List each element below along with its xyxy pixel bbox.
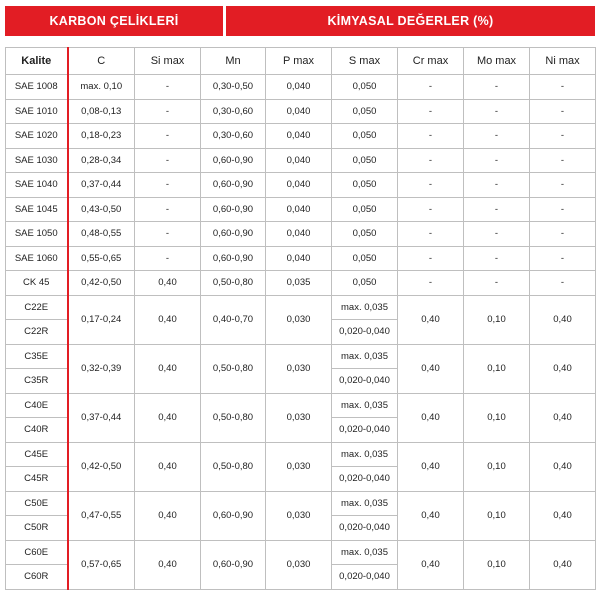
cell-cr-max: - xyxy=(398,173,464,198)
cell-ni-max: - xyxy=(530,246,596,271)
cell-grade: SAE 1008 xyxy=(6,75,68,100)
cell-ni-max: 0,40 xyxy=(530,442,596,491)
header-row xyxy=(6,48,596,75)
cell-ni-max: - xyxy=(530,222,596,247)
cell-grade: CK 45 xyxy=(6,271,68,296)
table-row xyxy=(6,75,596,100)
cell-s-max: max. 0,035 xyxy=(332,491,398,516)
cell-mn: 0,60-0,90 xyxy=(201,148,266,173)
col-header-p-max: P max xyxy=(266,48,332,75)
table-row xyxy=(6,148,596,173)
table-row xyxy=(6,540,596,565)
cell-s-max: 0,050 xyxy=(332,222,398,247)
cell-mn: 0,30-0,60 xyxy=(201,124,266,149)
cell-si-max: 0,40 xyxy=(135,295,201,344)
cell-mn: 0,60-0,90 xyxy=(201,173,266,198)
cell-ni-max: 0,40 xyxy=(530,491,596,540)
cell-s-max: 0,050 xyxy=(332,197,398,222)
cell-c: 0,57-0,65 xyxy=(68,540,135,589)
cell-grade: SAE 1050 xyxy=(6,222,68,247)
cell-cr-max: 0,40 xyxy=(398,491,464,540)
cell-c: 0,17-0,24 xyxy=(68,295,135,344)
banner-title-chemical-values: KİMYASAL DEĞERLER (%) xyxy=(226,6,595,36)
cell-grade: SAE 1030 xyxy=(6,148,68,173)
cell-grade: SAE 1010 xyxy=(6,99,68,124)
cell-cr-max: - xyxy=(398,75,464,100)
table-row xyxy=(6,491,596,516)
cell-mo-max: - xyxy=(464,271,530,296)
cell-ni-max: - xyxy=(530,197,596,222)
cell-s-max: 0,050 xyxy=(332,271,398,296)
cell-grade: C50E xyxy=(6,491,68,516)
cell-cr-max: 0,40 xyxy=(398,344,464,393)
cell-si-max: - xyxy=(135,75,201,100)
cell-c: max. 0,10 xyxy=(68,75,135,100)
cell-s-max: 0,020-0,040 xyxy=(332,467,398,492)
cell-mo-max: 0,10 xyxy=(464,491,530,540)
cell-cr-max: - xyxy=(398,99,464,124)
cell-cr-max: 0,40 xyxy=(398,442,464,491)
cell-mn: 0,60-0,90 xyxy=(201,246,266,271)
cell-p-max: 0,030 xyxy=(266,393,332,442)
cell-c: 0,42-0,50 xyxy=(68,442,135,491)
cell-p-max: 0,040 xyxy=(266,124,332,149)
cell-mn: 0,40-0,70 xyxy=(201,295,266,344)
cell-c: 0,18-0,23 xyxy=(68,124,135,149)
table-row xyxy=(6,246,596,271)
cell-p-max: 0,040 xyxy=(266,197,332,222)
cell-grade: C60R xyxy=(6,565,68,590)
col-header-c: C xyxy=(68,48,135,75)
cell-grade: C50R xyxy=(6,516,68,541)
cell-si-max: 0,40 xyxy=(135,491,201,540)
cell-grade: C40E xyxy=(6,393,68,418)
cell-grade: C22R xyxy=(6,320,68,345)
col-header-mn: Mn xyxy=(201,48,266,75)
cell-grade: SAE 1060 xyxy=(6,246,68,271)
cell-grade: SAE 1020 xyxy=(6,124,68,149)
cell-ni-max: - xyxy=(530,173,596,198)
cell-ni-max: 0,40 xyxy=(530,393,596,442)
cell-mn: 0,50-0,80 xyxy=(201,442,266,491)
cell-mn: 0,60-0,90 xyxy=(201,491,266,540)
col-header-mo-max: Mo max xyxy=(464,48,530,75)
cell-p-max: 0,040 xyxy=(266,246,332,271)
cell-si-max: - xyxy=(135,246,201,271)
cell-mn: 0,30-0,50 xyxy=(201,75,266,100)
table-row xyxy=(6,124,596,149)
col-header-cr-max: Cr max xyxy=(398,48,464,75)
cell-si-max: - xyxy=(135,222,201,247)
cell-ni-max: 0,40 xyxy=(530,344,596,393)
cell-grade: C35E xyxy=(6,344,68,369)
table-row xyxy=(6,295,596,320)
cell-grade: C45E xyxy=(6,442,68,467)
cell-cr-max: - xyxy=(398,246,464,271)
cell-s-max: max. 0,035 xyxy=(332,344,398,369)
table-row xyxy=(6,271,596,296)
cell-c: 0,08-0,13 xyxy=(68,99,135,124)
cell-s-max: 0,020-0,040 xyxy=(332,565,398,590)
cell-mn: 0,60-0,90 xyxy=(201,222,266,247)
table-row xyxy=(6,222,596,247)
cell-mo-max: 0,10 xyxy=(464,540,530,589)
cell-p-max: 0,035 xyxy=(266,271,332,296)
cell-s-max: 0,050 xyxy=(332,246,398,271)
cell-mo-max: - xyxy=(464,222,530,247)
cell-cr-max: 0,40 xyxy=(398,295,464,344)
cell-mo-max: 0,10 xyxy=(464,295,530,344)
cell-p-max: 0,040 xyxy=(266,222,332,247)
cell-ni-max: - xyxy=(530,271,596,296)
cell-c: 0,42-0,50 xyxy=(68,271,135,296)
cell-cr-max: - xyxy=(398,197,464,222)
cell-grade: C22E xyxy=(6,295,68,320)
table-row xyxy=(6,99,596,124)
cell-p-max: 0,040 xyxy=(266,99,332,124)
cell-mo-max: 0,10 xyxy=(464,393,530,442)
cell-si-max: 0,40 xyxy=(135,442,201,491)
cell-cr-max: - xyxy=(398,271,464,296)
cell-mo-max: - xyxy=(464,246,530,271)
cell-p-max: 0,040 xyxy=(266,173,332,198)
cell-p-max: 0,030 xyxy=(266,491,332,540)
col-header-si-max: Si max xyxy=(135,48,201,75)
cell-s-max: 0,050 xyxy=(332,124,398,149)
cell-mn: 0,30-0,60 xyxy=(201,99,266,124)
cell-c: 0,47-0,55 xyxy=(68,491,135,540)
cell-ni-max: - xyxy=(530,75,596,100)
cell-p-max: 0,030 xyxy=(266,442,332,491)
cell-cr-max: - xyxy=(398,222,464,247)
cell-grade: C45R xyxy=(6,467,68,492)
cell-c: 0,28-0,34 xyxy=(68,148,135,173)
table-row xyxy=(6,442,596,467)
cell-c: 0,37-0,44 xyxy=(68,393,135,442)
col-header-s-max: S max xyxy=(332,48,398,75)
cell-s-max: max. 0,035 xyxy=(332,393,398,418)
cell-cr-max: - xyxy=(398,124,464,149)
col-header-kalite: Kalite xyxy=(6,48,68,75)
cell-si-max: 0,40 xyxy=(135,393,201,442)
table-row xyxy=(6,344,596,369)
cell-grade: SAE 1045 xyxy=(6,197,68,222)
cell-mn: 0,60-0,90 xyxy=(201,197,266,222)
cell-mn: 0,50-0,80 xyxy=(201,393,266,442)
table-row xyxy=(6,393,596,418)
chemical-composition-table xyxy=(5,47,596,590)
cell-cr-max: - xyxy=(398,148,464,173)
cell-mo-max: - xyxy=(464,197,530,222)
cell-s-max: max. 0,035 xyxy=(332,540,398,565)
cell-ni-max: - xyxy=(530,148,596,173)
cell-p-max: 0,040 xyxy=(266,75,332,100)
cell-s-max: max. 0,035 xyxy=(332,295,398,320)
cell-s-max: 0,050 xyxy=(332,173,398,198)
cell-mo-max: - xyxy=(464,75,530,100)
cell-p-max: 0,040 xyxy=(266,148,332,173)
cell-c: 0,48-0,55 xyxy=(68,222,135,247)
col-header-ni-max: Ni max xyxy=(530,48,596,75)
cell-c: 0,32-0,39 xyxy=(68,344,135,393)
cell-ni-max: 0,40 xyxy=(530,295,596,344)
cell-cr-max: 0,40 xyxy=(398,540,464,589)
cell-mo-max: - xyxy=(464,173,530,198)
cell-p-max: 0,030 xyxy=(266,344,332,393)
cell-grade: SAE 1040 xyxy=(6,173,68,198)
cell-s-max: 0,050 xyxy=(332,75,398,100)
cell-mn: 0,60-0,90 xyxy=(201,540,266,589)
cell-si-max: 0,40 xyxy=(135,540,201,589)
cell-si-max: - xyxy=(135,197,201,222)
cell-mn: 0,50-0,80 xyxy=(201,271,266,296)
cell-s-max: 0,020-0,040 xyxy=(332,320,398,345)
cell-c: 0,55-0,65 xyxy=(68,246,135,271)
cell-si-max: 0,40 xyxy=(135,271,201,296)
cell-cr-max: 0,40 xyxy=(398,393,464,442)
cell-si-max: - xyxy=(135,148,201,173)
cell-mo-max: 0,10 xyxy=(464,344,530,393)
table-row xyxy=(6,173,596,198)
banner-title-carbon-steels: KARBON ÇELİKLERİ xyxy=(5,6,223,36)
cell-c: 0,37-0,44 xyxy=(68,173,135,198)
cell-s-max: 0,050 xyxy=(332,148,398,173)
cell-c: 0,43-0,50 xyxy=(68,197,135,222)
cell-mo-max: - xyxy=(464,148,530,173)
cell-si-max: - xyxy=(135,173,201,198)
cell-mo-max: 0,10 xyxy=(464,442,530,491)
cell-mo-max: - xyxy=(464,99,530,124)
table-banner xyxy=(5,6,595,36)
cell-ni-max: - xyxy=(530,124,596,149)
cell-grade: C60E xyxy=(6,540,68,565)
cell-s-max: 0,020-0,040 xyxy=(332,418,398,443)
cell-ni-max: - xyxy=(530,99,596,124)
cell-ni-max: 0,40 xyxy=(530,540,596,589)
cell-grade: C40R xyxy=(6,418,68,443)
cell-s-max: 0,020-0,040 xyxy=(332,369,398,394)
cell-s-max: 0,050 xyxy=(332,99,398,124)
cell-p-max: 0,030 xyxy=(266,295,332,344)
cell-s-max: max. 0,035 xyxy=(332,442,398,467)
cell-si-max: 0,40 xyxy=(135,344,201,393)
cell-si-max: - xyxy=(135,99,201,124)
table-row xyxy=(6,197,596,222)
cell-grade: C35R xyxy=(6,369,68,394)
cell-p-max: 0,030 xyxy=(266,540,332,589)
cell-si-max: - xyxy=(135,124,201,149)
cell-mo-max: - xyxy=(464,124,530,149)
cell-mn: 0,50-0,80 xyxy=(201,344,266,393)
cell-s-max: 0,020-0,040 xyxy=(332,516,398,541)
